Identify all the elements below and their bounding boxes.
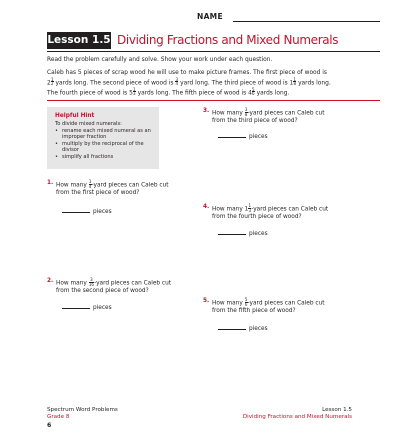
bullet-icon: •	[55, 153, 59, 160]
fraction-numerator: 1	[133, 86, 136, 92]
hint-item-text: simplify all fractions	[62, 153, 114, 160]
question-text-part: -yard pieces can Caleb cut	[247, 300, 325, 307]
story-text: yards long. The second piece of wood is	[53, 80, 176, 86]
fraction-denominator: 4	[88, 183, 92, 189]
fraction-denominator: 8	[293, 81, 297, 87]
answer-2	[62, 304, 112, 312]
question-text-part: How many	[212, 300, 245, 307]
fraction-numerator: 5	[252, 86, 255, 92]
fraction-denominator: 6	[252, 91, 255, 97]
question-number: 1.	[47, 180, 54, 186]
footer-lesson-title: Dividing Fractions and Mixed Numerals	[242, 413, 352, 420]
answer-unit: pieces	[93, 209, 112, 215]
footer-right	[243, 407, 352, 420]
question-text	[47, 180, 169, 198]
question-text-part: How many 1	[212, 206, 249, 213]
fraction-denominator: 8	[244, 111, 248, 117]
hint-item-text: multiply by the reciprocal of the divisor	[62, 140, 144, 154]
question-text	[203, 204, 328, 222]
fraction-numerator: 3	[90, 277, 93, 282]
answer-unit: pieces	[249, 326, 268, 332]
question-text	[203, 298, 325, 316]
fraction-numerator: 1	[293, 76, 297, 82]
question-5	[203, 298, 325, 316]
question-text-part: -yard pieces can Caleb cut	[94, 280, 172, 287]
footer-left	[47, 407, 118, 420]
question-number: 3.	[203, 108, 210, 114]
question-4	[203, 204, 328, 222]
question-2	[47, 278, 171, 296]
question-text-part: from the fifth piece of wood?	[212, 308, 296, 314]
question-text-part: from the first piece of wood?	[56, 190, 140, 196]
hint-intro: To divide mixed numerals:	[55, 121, 122, 127]
fraction-numerator: 1	[248, 203, 252, 208]
question-text-part: from the fourth piece of wood?	[212, 214, 302, 220]
lesson-title: Dividing Fractions and Mixed Numerals	[117, 33, 339, 47]
answer-unit: pieces	[249, 134, 268, 140]
fraction-denominator: 2	[50, 81, 54, 87]
title-divider	[47, 51, 380, 52]
name-label: NAME	[197, 12, 223, 21]
page-number: 6	[47, 422, 52, 429]
answer-blank[interactable]	[62, 212, 90, 213]
question-3	[203, 108, 325, 126]
lesson-number-badge: Lesson 1.5	[47, 32, 111, 49]
answer-3	[218, 133, 268, 141]
question-text	[203, 108, 325, 126]
hint-item-text: rename each mixed numeral as an improper fraction	[62, 128, 151, 141]
answer-5	[218, 325, 268, 333]
question-number: 5.	[203, 298, 210, 304]
question-text-part: -yard pieces can Caleb cut	[247, 110, 325, 117]
answer-1	[62, 208, 112, 216]
answer-blank[interactable]	[218, 234, 246, 235]
question-text-part: -yard pieces can Caleb cut	[91, 182, 169, 189]
question-text-part: from the third piece of wood?	[212, 118, 298, 124]
story-line-3	[47, 88, 387, 98]
hint-item	[55, 141, 151, 154]
story-text: The fourth piece of wood is 5	[47, 90, 133, 96]
bullet-icon: •	[55, 128, 59, 134]
answer-blank[interactable]	[218, 137, 246, 138]
question-text	[47, 278, 171, 296]
answer-blank[interactable]	[62, 308, 90, 309]
hint-item	[55, 128, 151, 141]
story-text: yards long. The fifth piece of wood is 4	[135, 90, 252, 96]
question-text-part: from the second piece of wood?	[56, 288, 149, 294]
question-text-part: How many	[212, 110, 245, 117]
fraction-numerator: 3	[175, 76, 179, 82]
answer-4	[218, 230, 268, 238]
story-text: yards long.	[296, 80, 331, 86]
story-line-2	[47, 78, 387, 88]
fraction-numerator: 1	[88, 179, 92, 184]
answer-unit: pieces	[249, 231, 268, 237]
story-text: yards long.	[254, 90, 290, 96]
fraction-denominator: 4	[175, 81, 179, 87]
instructions: Read the problem carefully and solve. Show your work under each question.	[47, 57, 273, 63]
question-text-part: How many	[56, 280, 89, 287]
name-row	[197, 12, 380, 24]
fraction-denominator: 3	[133, 91, 136, 97]
fraction-numerator: 3	[244, 107, 248, 112]
hint-title: Helpful Hint	[55, 113, 95, 119]
name-field[interactable]	[233, 21, 380, 22]
fraction-denominator: 16	[88, 281, 94, 287]
grade-label: Grade 8	[47, 413, 70, 420]
story-text: yard long. The third piece of wood is 1	[178, 80, 294, 86]
book-title: Spectrum Word Problems	[47, 407, 118, 413]
bullet-icon: •	[55, 140, 59, 147]
fraction-denominator: 3	[248, 207, 252, 213]
fraction-denominator: 6	[244, 301, 248, 307]
mixed-number-whole: 2	[47, 80, 51, 86]
question-1	[47, 180, 169, 198]
answer-unit: pieces	[93, 305, 112, 311]
question-number: 2.	[47, 278, 54, 284]
question-text-part: How many	[56, 182, 89, 189]
fraction-numerator: 5	[244, 297, 248, 302]
fraction-numerator: 1	[50, 76, 54, 82]
story-problem	[47, 69, 387, 98]
answer-blank[interactable]	[218, 329, 246, 330]
question-number: 4.	[203, 204, 210, 210]
hint-item	[55, 154, 151, 160]
helpful-hint-box	[47, 107, 159, 169]
story-line-1: Caleb has 5 pieces of scrap wood he will use to make picture frames. The first piece of wood is	[47, 70, 327, 76]
story-divider	[47, 100, 380, 101]
question-text-part: -yard pieces can Caleb cut	[251, 206, 329, 213]
footer-lesson-number: Lesson 1.5	[322, 407, 352, 413]
